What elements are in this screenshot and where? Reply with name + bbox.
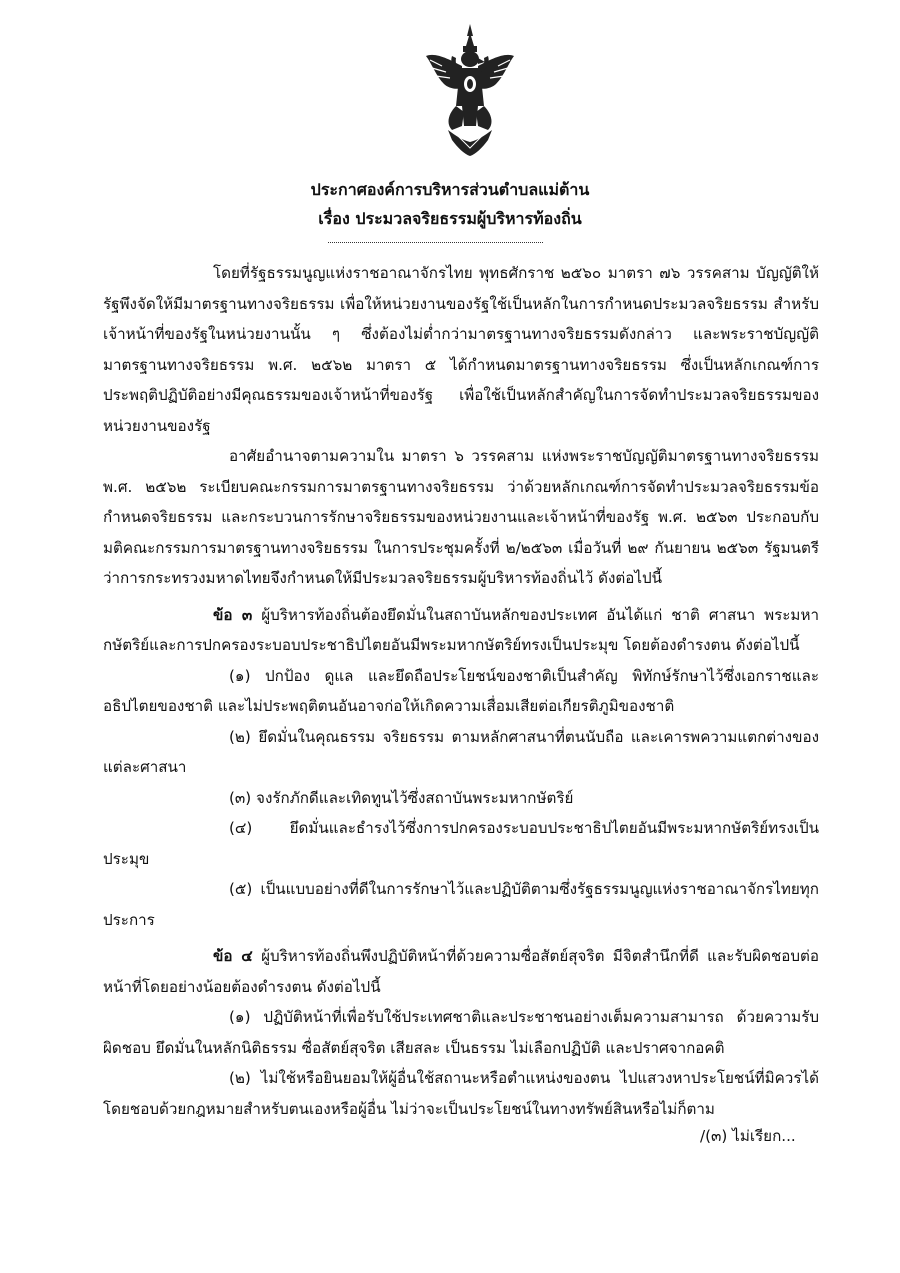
next-page-reference: /(๓) ไม่เรียก... [700, 1127, 796, 1145]
document-subject: เรื่อง ประมวลจริยธรรมผู้บริหารท้องถิ่น [318, 209, 582, 228]
document-body [103, 258, 819, 1124]
clause-3-item-2: (๒) ยึดมั่นในคุณธรรม จริยธรรม ตามหลักศาสนาที่ตนนับถือ และเคารพความแตกต่างของแต่ละศาสนา [103, 727, 819, 776]
clause-4 [103, 941, 819, 1002]
clause-4-text: ผู้บริหารท้องถิ่นพึงปฏิบัติหน้าที่ด้วยความซื่อสัตย์สุจริต มีจิตสำนึกที่ดี และรับผิดชอบต่อหน้าที่โดยอย่างน้อยต้องดำรงตน ดังต่อไปนี้ [103, 947, 819, 996]
paragraph-preamble: โดยที่รัฐธรรมนูญแห่งราชอาณาจักรไทย พุทธศักราช ๒๕๖๐ มาตรา ๗๖ วรรคสาม บัญญัติให้รัฐพึงจัดให้มีมาตรฐานทางจริยธรรม เพื่อให้หน่วยงานของรัฐใช้เป็นหลักในการกำหนดประมวลจริยธรรม สำหรับเจ้าหน้าที่ของรัฐในหน่วยงานนั้น ๆ ซึ่งต้องไม่ต่ำกว่ามาตรฐานทางจริยธรรมดังกล่าว และพระราชบัญญัติมาตรฐานทางจริยธรรม พ.ศ. ๒๕๖๒ มาตรา ๕ ได้กำหนดมาตรฐานทางจริยธรรม ซึ่งเป็นหลักเกณฑ์การประพฤติปฏิบัติอย่างมีคุณธรรมของเจ้าหน้าที่ของรัฐ เพื่อใช้เป็นหลักสำคัญในการจัดทำประมวลจริยธรรมของหน่วยงานของรัฐ [103, 264, 819, 435]
clause-3-item-5: (๕) เป็นแบบอย่างที่ดีในการรักษาไว้และปฏิบัติตามซึ่งรัฐธรรมนูญแห่งราชอาณาจักรไทยทุกประการ [103, 880, 819, 929]
clause-4-label: ข้อ ๔ [213, 947, 253, 965]
clause-3-label: ข้อ ๓ [213, 605, 253, 624]
paragraph-authority: อาศัยอำนาจตามความใน มาตรา ๖ วรรคสาม แห่งพระราชบัญญัติมาตรฐานทางจริยธรรม พ.ศ. ๒๕๖๒ ระเบียบคณะกรรมการมาตรฐานทางจริยธรรม ว่าด้วยหลักเกณฑ์การจัดทำประมวลจริยธรรมข้อกำหนดจริยธรรม และกระบวนการรักษาจริยธรรมของหน่วยงานและเจ้าหน้าที่ของรัฐ พ.ศ. ๒๕๖๓ ประกอบกับมติคณะกรรมการมาตรฐานทางจริยธรรม ในการประชุมครั้งที่ ๒/๒๕๖๓ เมื่อวันที่ ๒๙ กันยายน ๒๕๖๓ รัฐมนตรีว่าการกระทรวงมหาดไทยจึงกำหนดให้มีประมวลจริยธรรมผู้บริหารท้องถิ่นไว้ ดังต่อไปนี้ [103, 447, 819, 587]
clause-3-text: ผู้บริหารท้องถิ่นต้องยึดมั่นในสถาบันหลักของประเทศ อันได้แก่ ชาติ ศาสนา พระมหากษัตริย์และการปกครองระบอบประชาธิปไตยอันมีพระมหากษัตริย์ทรงเป็นประมุข โดยต้องดำรงตน ดังต่อไปนี้ [103, 605, 819, 654]
clause-3-item-3: (๓) จงรักภักดีและเทิดทูนไว้ซึ่งสถาบันพระมหากษัตริย์ [229, 788, 574, 807]
clause-4-item-2: (๒) ไม่ใช้หรือยินยอมให้ผู้อื่นใช้สถานะหรือตำแหน่งของตน ไปแสวงหาประโยชน์ที่มิควรได้โดยชอบด้วยกฎหมายสำหรับตนเองหรือผู้อื่น ไม่ว่าจะเป็นประโยชน์ในทางทรัพย์สินหรือไม่ก็ตาม [103, 1069, 819, 1118]
garuda-emblem-icon [422, 22, 518, 158]
clause-3-item-4: (๔) ยึดมั่นและธำรงไว้ซึ่งการปกครองระบอบประชาธิปไตยอันมีพระมหากษัตริย์ทรงเป็นประมุข [103, 819, 819, 868]
document-title: ประกาศองค์การบริหารส่วนตำบลแม่ต้าน [310, 180, 590, 199]
clause-4-item-1: (๑) ปฏิบัติหน้าที่เพื่อรับใช้ประเทศชาติและประชาชนอย่างเต็มความสามารถ ด้วยความรับผิดชอบ ยึดมั่นในหลักนิติธรรม ซื่อสัตย์สุจริต เสียสละ เป็นธรรม ไม่เลือกปฏิบัติ และปราศจากอคติ [103, 1008, 819, 1057]
clause-3 [103, 600, 819, 661]
clause-3-item-1: (๑) ปกป้อง ดูแล และยึดถือประโยชน์ของชาติเป็นสำคัญ พิทักษ์รักษาไว้ซึ่งเอกราชและอธิปไตยของชาติ และไม่ประพฤติตนอันอาจก่อให้เกิดความเสื่อมเสียต่อเกียรติภูมิของชาติ [103, 666, 819, 715]
separator-dotted-line [328, 242, 543, 243]
